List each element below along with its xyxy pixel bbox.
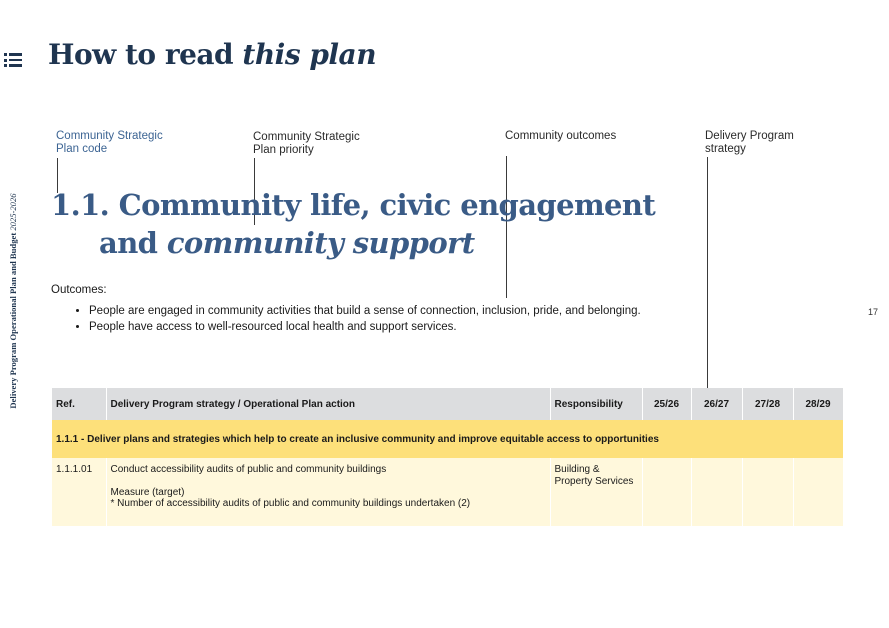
side-title-years: 2025-2026 — [8, 193, 18, 231]
outcome-item: • People are engaged in community activities that build a sense of connection, inclusion, pride, and belonging. — [89, 304, 641, 320]
section-heading-line2-italic: community support — [166, 226, 475, 260]
action-text: Conduct accessibility audits of public and community buildings — [110, 464, 387, 475]
action-ref: 1.1.1.01 — [52, 458, 106, 526]
table-header-row — [52, 388, 843, 420]
annotation-strategy-line2: strategy — [705, 143, 746, 155]
outcome-item: • People have access to well-resourced local health and support services. — [89, 320, 641, 336]
responsibility-line2: Property Services — [554, 475, 634, 487]
action-responsibility — [550, 458, 642, 526]
annotation-outcomes-line1: Community outcomes — [505, 130, 617, 142]
year-cell-2627 — [691, 458, 742, 526]
plan-table — [52, 388, 844, 526]
header-year-2627: 26/27 — [691, 388, 742, 420]
list-icon[interactable] — [4, 52, 22, 68]
table-row — [52, 458, 843, 526]
outcomes-label: Outcomes: — [51, 284, 107, 296]
header-year-2526: 25/26 — [642, 388, 691, 420]
header-responsibility: Responsibility — [550, 388, 642, 420]
outcomes-list — [69, 304, 641, 335]
header-action: Delivery Program strategy / Operational Plan action — [106, 388, 550, 420]
annotation-strategy-line1: Delivery Program — [705, 130, 794, 142]
year-cell-2526 — [642, 458, 691, 526]
action-cell — [106, 458, 550, 526]
year-cell-2829 — [793, 458, 843, 526]
annotation-plan-code-line2: Plan code — [56, 143, 108, 155]
header-ref: Ref. — [52, 388, 106, 420]
side-title-text: Delivery Program Operational Plan and Budget — [8, 232, 18, 409]
year-cell-2728 — [742, 458, 793, 526]
section-number: 1.1. — [51, 188, 110, 222]
measure-label: Measure (target) — [110, 486, 185, 498]
section-heading-line2-plain: and — [99, 226, 158, 260]
annotation-plan-code-line1: Community Strategic — [56, 130, 163, 142]
annotation-plan-code — [56, 130, 163, 156]
page-title-main: How to read — [48, 38, 234, 71]
strategy-row — [52, 420, 843, 458]
header-year-2728: 27/28 — [742, 388, 793, 420]
header-year-2829: 28/29 — [793, 388, 843, 420]
strategy-text: 1.1.1 - Deliver plans and strategies which help to create an inclusive community and improve equitable access to opportunities — [52, 420, 843, 458]
side-title — [4, 182, 22, 420]
measure-text: * Number of accessibility audits of public and community buildings undertaken (2) — [110, 498, 471, 509]
responsibility-line1: Building & — [554, 464, 600, 475]
section-heading — [51, 186, 655, 262]
annotation-plan-priority-line1: Community Strategic — [253, 131, 360, 143]
section-heading-line1: Community life, civic engagement — [118, 188, 656, 222]
annotation-strategy — [705, 130, 794, 156]
page-title — [48, 38, 376, 71]
annotation-plan-priority — [253, 131, 360, 157]
annotation-plan-priority-line2: Plan priority — [253, 144, 314, 156]
annotation-outcomes — [505, 130, 616, 143]
page-number: 17 — [868, 307, 879, 317]
page-title-italic: this plan — [242, 38, 377, 71]
